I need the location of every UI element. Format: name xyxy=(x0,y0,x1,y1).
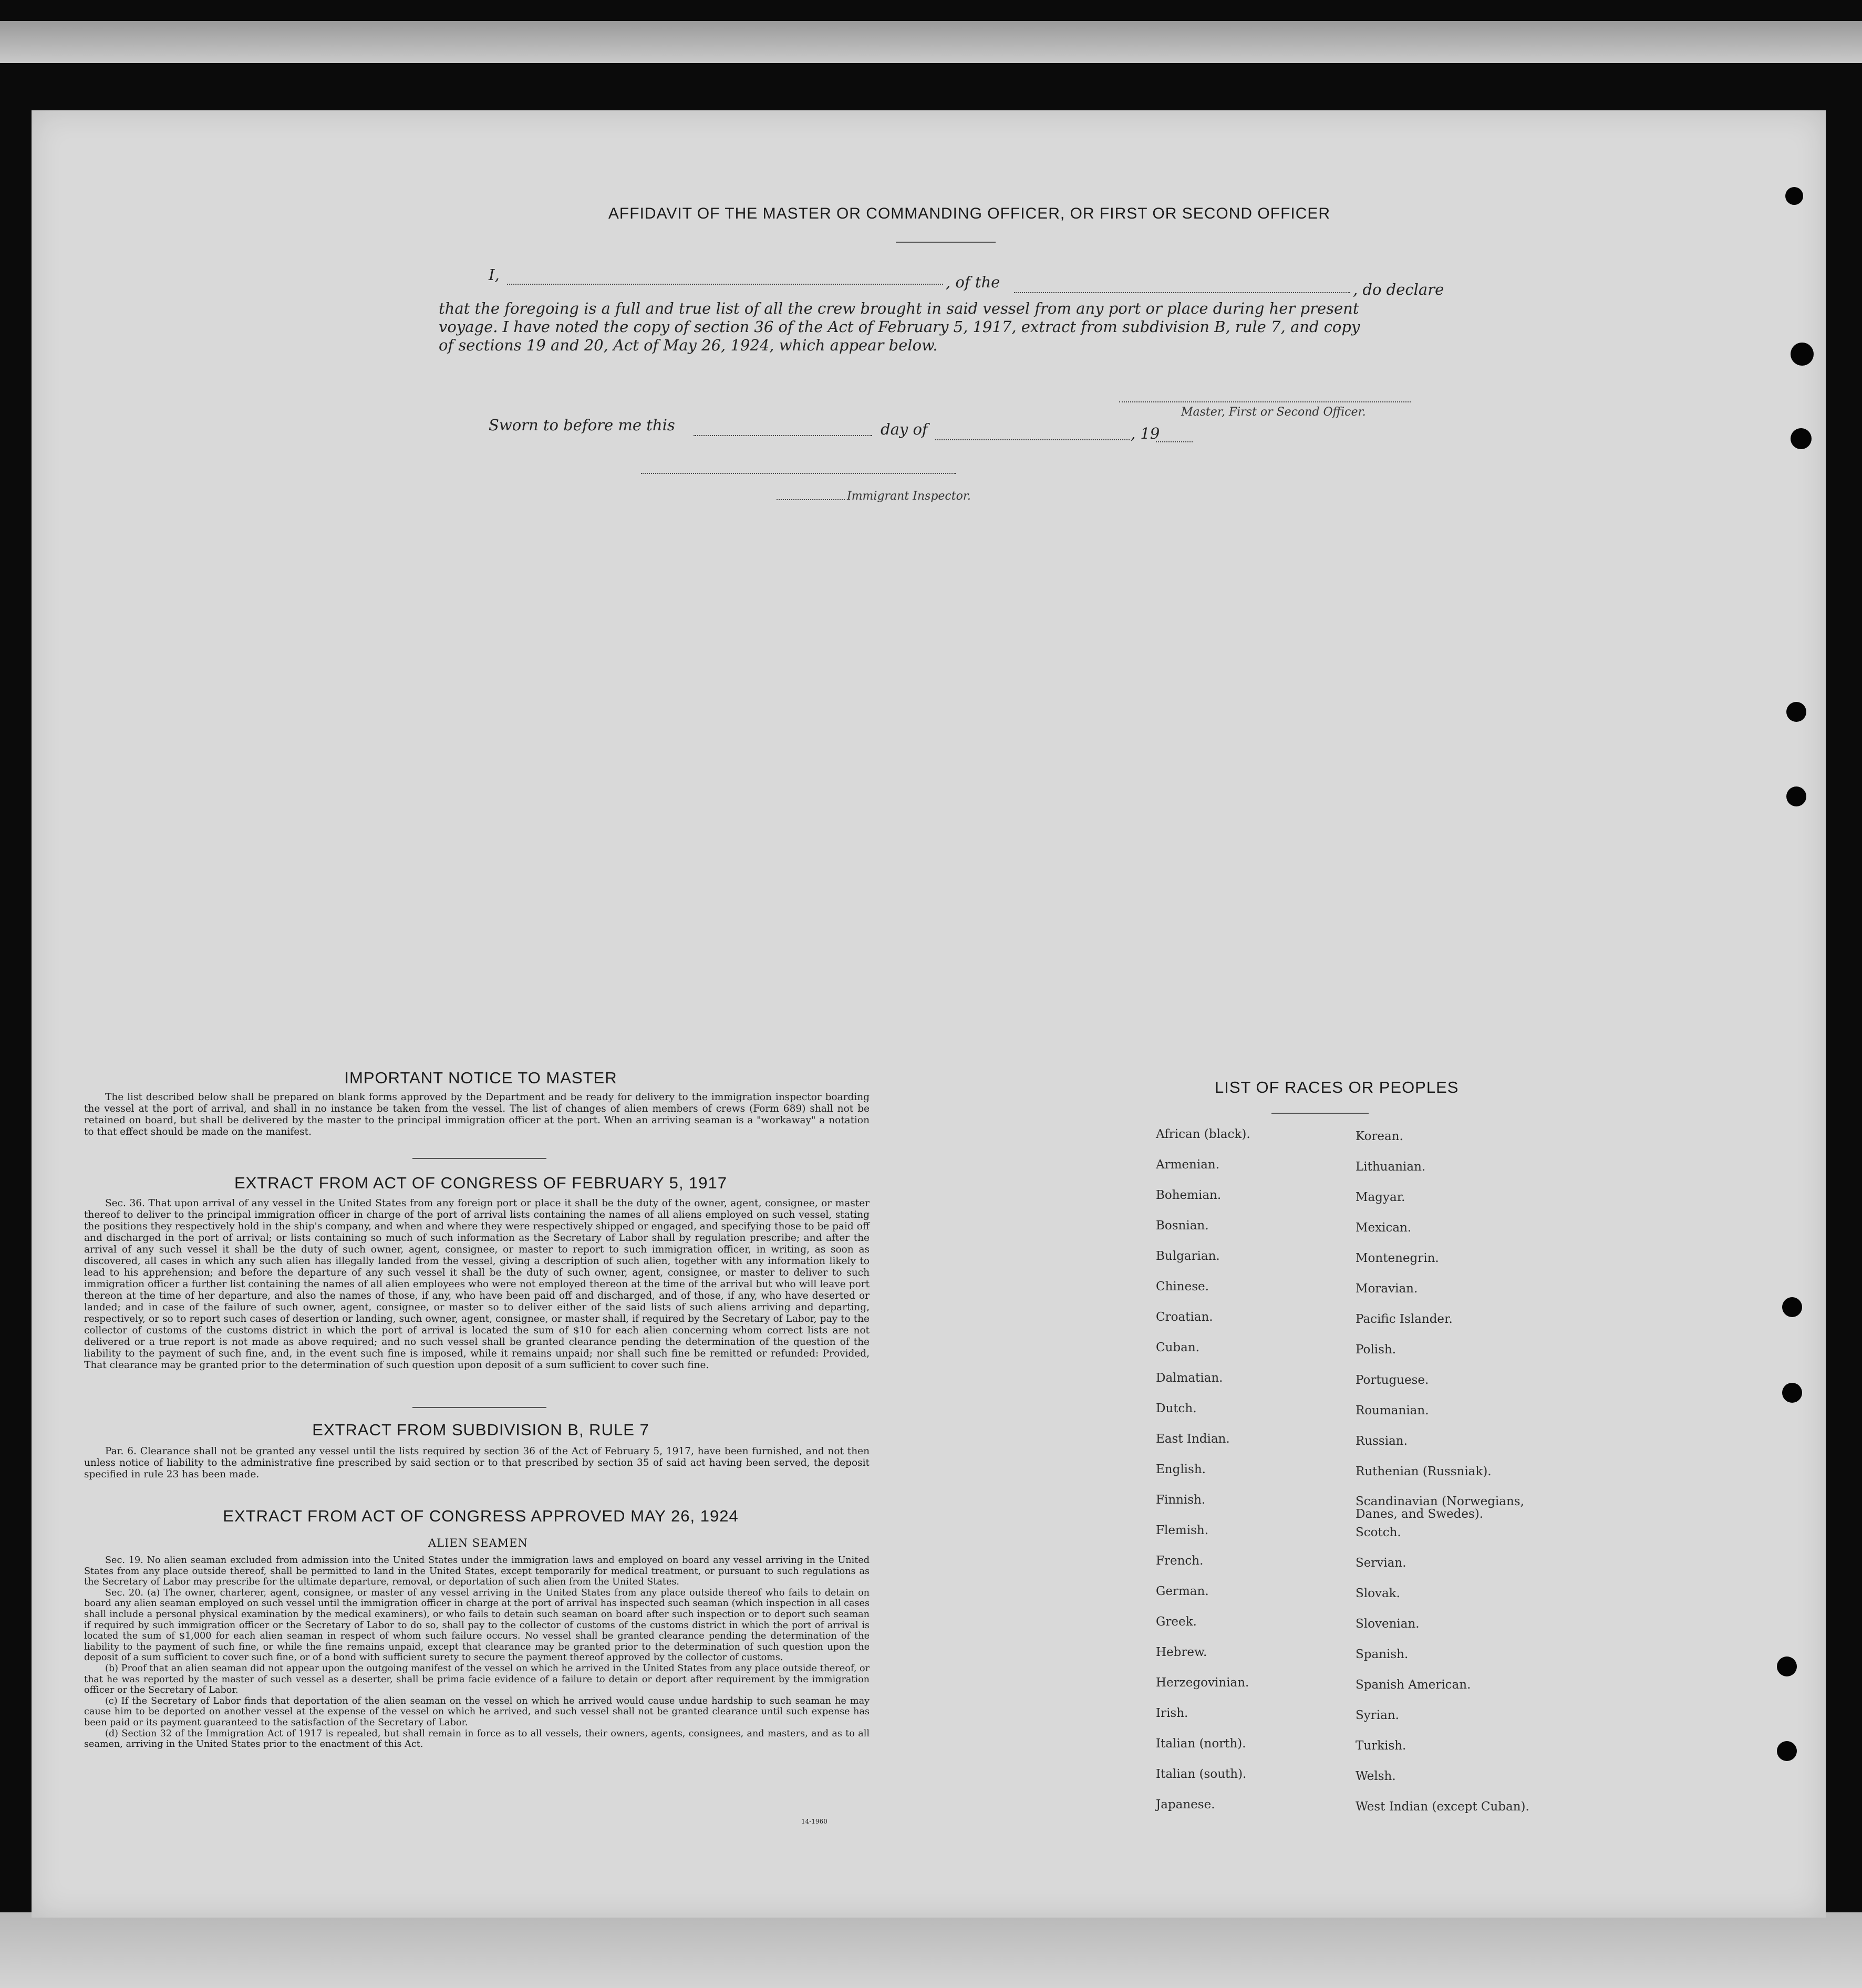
inspector-caption: Immigrant Inspector. xyxy=(847,490,971,503)
race-item: French. xyxy=(1156,1554,1204,1568)
race-item: Hebrew. xyxy=(1156,1645,1207,1659)
race-item: Syrian. xyxy=(1356,1709,1399,1722)
binder-hole xyxy=(1785,187,1803,205)
race-item: Russian. xyxy=(1356,1434,1408,1448)
sec-36-paragraph: Sec. 36. That upon arrival of any vessel in the United States from any foreign port or place it shall be the duty of the owner, agent, consignee, or master thereof to deliver to the principal immigration officer in charge of the port of arrival lists containing the names of all aliens employed on such vessel, stating the positions they respectively hold in the ship's company, and when and where they were respectively shipped or engaged, and specifying those to be paid off and discharged in the port of arrival; or lists containing so much of such information as the Secretary of Labor shall by regulation prescribe; and after the arrival of any such vessel it shall be the duty of such owner, agent, consignee, or master to report to such immigration officer, in writing, as soon as discovered, all cases in which any such alien has illegally landed from the vessel, giving a description of such alien, together with any information likely to lead to his apprehension; and before the departure of any such vessel it shall be the duty of such owner, agent, consignee, or master to deliver to such immigration officer a further list containing the names of all alien employees who were not employed thereon at the time of the arrival but who will leave port thereon at the time of her departure, and also the names of those, if any, who have been paid off and discharged, and of those, if any, who have deserted or landed; and in case of the failure of such owner, agent, consignee, or master so to deliver either of the said lists of such aliens arriving and departing, respectively, or so to report such cases of desertion or landing, such owner, agent, consignee, or master shall, if required by the Secretary of Labor, pay to the collector of customs of the customs district in which the port of arrival is located the sum of $10 for each alien concerning whom correct lists are not delivered or a true report is not made as above required; and no such vessel shall be granted clearance pending the determination of the question of the liability to the payment of such fine, and, in the event such fine is imposed, while it remains unpaid; nor shall such fine be remitted or refunded: Provided, That clearance may be granted prior to the determination of such question upon deposit of a sum sufficient to cover such fine. xyxy=(84,1198,870,1371)
race-item: Italian (north). xyxy=(1156,1737,1246,1751)
race-item: Mexican. xyxy=(1356,1221,1412,1235)
race-item: West Indian (except Cuban). xyxy=(1356,1800,1529,1814)
affidavit-do-declare: , do declare xyxy=(1353,281,1444,298)
sec-20c-paragraph: (c) If the Secretary of Labor finds that deportation of the alien seaman on the vessel on which he arrived would cause undue hardship to such seaman he may cause him to be deported on another vessel at the expense of the vessel on which he arrived, and such vessel shall not be granted clearance until such expense has been paid or its payment guaranteed to the satisfaction of the Secretary of Labor. xyxy=(84,1695,870,1728)
binder-hole xyxy=(1782,1297,1802,1317)
extract-1917-title: EXTRACT FROM ACT OF CONGRESS OF FEBRUARY 5, 1917 xyxy=(234,1174,728,1192)
binder-hole xyxy=(1791,343,1814,366)
race-item: Slovenian. xyxy=(1356,1617,1420,1631)
subdivision-title: EXTRACT FROM SUBDIVISION B, RULE 7 xyxy=(312,1421,649,1439)
extract-1917-body xyxy=(84,1198,870,1371)
race-item: Montenegrin. xyxy=(1356,1251,1439,1265)
master-signature-line[interactable] xyxy=(1119,401,1411,402)
race-item: Slovak. xyxy=(1356,1587,1400,1600)
race-item: Bohemian. xyxy=(1156,1188,1222,1202)
section-divider xyxy=(412,1407,546,1408)
race-item: Lithuanian. xyxy=(1356,1160,1426,1174)
sec-20a-paragraph: Sec. 20. (a) The owner, charterer, agent, consignee, or master of any vessel arriving in the United States from any place outside thereof who fails to detain on board any alien seaman employed on such vessel until the immigration officer in charge at the port of arrival has inspected such seaman (which inspection in all cases shall include a personal physical examination by the medical examiners), or who fails to detain such seaman on board after such inspection or to deport such seaman if required by such immigration officer or the Secretary of Labor to do so, shall pay to the collector of customs of the customs district in which the port of arrival is located the sum of $1,000 for each alien seaman in respect of whom such failure occurs. No vessel shall be granted clearance pending the determination of the liability to the payment of such fine, or while the fine remains unpaid, except that clearance may be granted prior to the determination of such question upon the deposit of a sum sufficient to cover such fine, or of a bond with sufficient surety to secure the payment thereof approved by the collector of customs. xyxy=(84,1587,870,1663)
binder-hole xyxy=(1782,1383,1802,1403)
races-title: LIST OF RACES OR PEOPLES xyxy=(1215,1078,1459,1096)
section-divider xyxy=(412,1158,546,1159)
race-item: English. xyxy=(1156,1463,1206,1476)
sec-20d-paragraph: (d) Section 32 of the Immigration Act of 1917 is repealed, but shall remain in force as to all vessels, their owners, agents, consignees, and masters, and as to all seamen, arriving in the United States prior to the enactment of this Act. xyxy=(84,1728,870,1750)
race-item: Greek. xyxy=(1156,1615,1197,1629)
race-item: Scotch. xyxy=(1356,1526,1401,1539)
sworn-text: Sworn to before me this xyxy=(489,416,675,434)
extract-1924-title: EXTRACT FROM ACT OF CONGRESS APPROVED MAY 26, 1924 xyxy=(223,1507,739,1525)
binder-hole xyxy=(1786,786,1806,806)
par-6-paragraph: Par. 6. Clearance shall not be granted any vessel until the lists required by section 36 of the Act of February 5, 1917, have been furnished, and not then unless notice of liability to the administrative fine prescribed by said section or to that prescribed by section 35 of said act having been served, the deposit specified in rule 23 has been made. xyxy=(84,1446,870,1480)
scan-top-strip xyxy=(0,21,1862,63)
affidavit-line-1: that the foregoing is a full and true list of all the crew brought in said vessel from any port or place during her present xyxy=(439,299,1359,317)
affidavit-i: I, xyxy=(489,266,500,284)
form-number: 14-1960 xyxy=(801,1818,827,1825)
race-item: Chinese. xyxy=(1156,1280,1209,1293)
binder-hole xyxy=(1786,702,1806,722)
race-item: Cuban. xyxy=(1156,1341,1199,1354)
binder-hole xyxy=(1777,1741,1797,1761)
race-item: Moravian. xyxy=(1356,1282,1418,1296)
race-item: Scandinavian (Norwegians, Danes, and Swedes). xyxy=(1356,1495,1524,1521)
race-item: Ruthenian (Russniak). xyxy=(1356,1465,1492,1478)
year-line[interactable] xyxy=(1156,441,1193,442)
notice-body xyxy=(84,1092,870,1138)
race-item: Japanese. xyxy=(1156,1798,1215,1811)
race-item: Flemish. xyxy=(1156,1524,1209,1537)
race-item: African (black). xyxy=(1156,1127,1250,1141)
subdivision-body xyxy=(84,1446,870,1480)
name-line[interactable] xyxy=(507,284,943,285)
binder-hole xyxy=(1777,1656,1797,1676)
race-item: Spanish. xyxy=(1356,1648,1409,1661)
inspector-signature-line[interactable] xyxy=(641,473,956,474)
binder-hole xyxy=(1791,428,1812,449)
affidavit-line-2: voyage. I have noted the copy of section 36 of the Act of February 5, 1917, extract from subdivision B, rule 7, and copy xyxy=(439,318,1360,336)
affidavit-of-the: , of the xyxy=(946,273,1000,291)
extract-1924-body xyxy=(84,1555,870,1750)
notice-title: IMPORTANT NOTICE TO MASTER xyxy=(344,1069,617,1087)
race-item: Herzegovinian. xyxy=(1156,1676,1249,1690)
race-item: Bulgarian. xyxy=(1156,1249,1220,1263)
races-divider xyxy=(1271,1113,1369,1114)
sec-19-paragraph: Sec. 19. No alien seaman excluded from admission into the United States under the immigration laws and employed on board any vessel arriving in the United States from any place outside thereof, shall be permitted to land in the United States, except temporarily for medical treatment, or pursuant to such regulations as the Secretary of Labor may prescribe for the ultimate departure, removal, or deportation of such alien from the United States. xyxy=(84,1555,870,1588)
race-item: Pacific Islander. xyxy=(1356,1312,1453,1326)
race-item: Polish. xyxy=(1356,1343,1396,1357)
inspector-caption-lead xyxy=(777,499,845,500)
race-item: Italian (south). xyxy=(1156,1767,1247,1781)
race-item: Portuguese. xyxy=(1356,1373,1429,1387)
affidavit-line-3: of sections 19 and 20, Act of May 26, 1924, which appear below. xyxy=(439,336,938,354)
race-item: Croatian. xyxy=(1156,1310,1213,1324)
race-item: Dutch. xyxy=(1156,1402,1197,1415)
races-left-column xyxy=(1156,1127,1335,1828)
races-right-column xyxy=(1356,1130,1545,1830)
race-item: Turkish. xyxy=(1356,1739,1406,1753)
race-item: Roumanian. xyxy=(1356,1404,1429,1417)
master-caption: Master, First or Second Officer. xyxy=(1181,406,1366,419)
alien-seamen-subtitle: ALIEN SEAMEN xyxy=(428,1537,528,1549)
sec-20b-paragraph: (b) Proof that an alien seaman did not appear upon the outgoing manifest of the vessel on which he arrived in the United States from any place outside thereof, or that he was reported by the master of such vessel as a deserter, shall be prima facie evidence of a failure to detain or deport after requirement by the immigration officer or the Secretary of Labor. xyxy=(84,1663,870,1696)
race-item: Servian. xyxy=(1356,1556,1406,1570)
race-item: Welsh. xyxy=(1356,1769,1396,1783)
notice-paragraph: The list described below shall be prepared on blank forms approved by the Department and be ready for delivery to the immigration inspector boarding the vessel at the port of arrival, and shall in no instance be taken from the vessel. The list of changes of alien members of crews (Form 689) shall not be retained on board, but shall be delivered by the master to the principal immigration officer at the port. When an arriving seaman is a "workaway" a notation to that effect should be made on the manifest. xyxy=(84,1092,870,1137)
race-item: Armenian. xyxy=(1156,1158,1220,1172)
race-item: East Indian. xyxy=(1156,1432,1230,1446)
race-item: Bosnian. xyxy=(1156,1219,1209,1233)
affidavit-title: AFFIDAVIT OF THE MASTER OR COMMANDING OFFICER, OR FIRST OR SECOND OFFICER xyxy=(608,205,1331,222)
scan-bottom-strip xyxy=(0,1912,1862,1988)
race-item: Irish. xyxy=(1156,1706,1188,1720)
title-divider xyxy=(896,242,996,243)
sworn-day-line[interactable] xyxy=(694,435,872,436)
year-text: , 19 xyxy=(1131,424,1160,442)
sworn-month-line[interactable] xyxy=(935,439,1130,440)
vessel-line[interactable] xyxy=(1014,292,1350,293)
race-item: German. xyxy=(1156,1585,1209,1598)
race-item: Spanish American. xyxy=(1356,1678,1471,1692)
race-item: Finnish. xyxy=(1156,1493,1206,1507)
race-item: Korean. xyxy=(1356,1130,1403,1143)
race-item: Magyar. xyxy=(1356,1190,1405,1204)
race-item: Dalmatian. xyxy=(1156,1371,1223,1385)
day-of-text: day of xyxy=(881,420,928,438)
